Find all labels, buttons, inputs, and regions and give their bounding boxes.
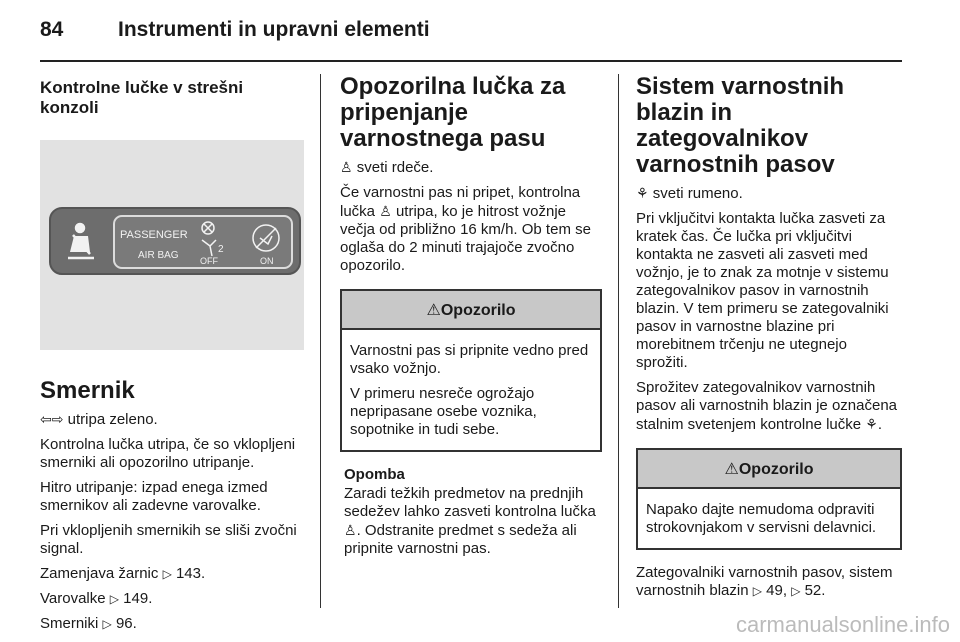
page-header	[40, 18, 430, 42]
warning-title: Opozorilo	[738, 461, 814, 478]
reference-link[interactable]: Smerniki ▷ 96.	[40, 615, 137, 632]
section-title: Sistem varnostnih blazin in zategovalnikov varnostnih pasov	[636, 73, 845, 178]
reference-link[interactable]: Zamenjava žarnic ▷ 143.	[40, 565, 206, 582]
seatbelt-icon: ♙	[340, 159, 353, 175]
reference-arrow-icon: ▷	[791, 584, 801, 598]
seatbelt-icon: ♙	[379, 203, 392, 219]
airbag-panel-illustration	[40, 140, 304, 350]
paragraph: Pri vključitvi kontakta lučka zasveti za kratek čas. Če lučka pri vključitvi kontakta ne zasveti ali zasveti med vožnjo, je to znak za motnje v sistemu zategovalnikov pasov in varnostnih blazin. V tem primeru se zategovalniki pasov in varnostne blazine pri morebitnem trčenju ne utegnejo sprožiti.	[636, 210, 889, 371]
paragraph: Sprožitev zategovalnikov varnostnih pasov ali varnostnih blazin je označena stalnim svetenjem kontrolne lučke ⚘.	[636, 379, 897, 433]
reference-link[interactable]: Zategovalniki varnostnih pasov, sistem varnostnih blazin ▷ 49, ▷ 52.	[636, 564, 893, 599]
section-heading: Kontrolne lučke v strešni konzoli	[40, 78, 244, 117]
header-rule	[40, 60, 902, 62]
warning-triangle-icon: ⚠	[724, 461, 739, 478]
reference-arrow-icon: ▷	[162, 567, 172, 581]
on-label: ON	[260, 256, 274, 266]
note-text: Zaradi težkih predmetov na prednjih sedežev lahko zasveti kontrolna lučka ♙. Odstranite predmet s sedeža ali pripnite varnostni pas.	[344, 485, 596, 557]
reference-arrow-icon: ▷	[102, 617, 112, 631]
warning-title: Opozorilo	[440, 302, 516, 319]
warning-text: Varnostni pas si pripnite vedno pred vsako vožnjo.	[350, 342, 589, 377]
reference-arrow-icon: ▷	[752, 584, 762, 598]
reference-link[interactable]: Varovalke ▷ 149.	[40, 590, 153, 607]
off-label: OFF	[200, 256, 218, 266]
passenger-label: PASSENGER	[120, 229, 188, 241]
warning-triangle-icon: ⚠	[426, 302, 441, 319]
warning-text: V primeru nesreče ogrožajo nepripasane osebe voznika, sopotnike in tudi sebe.	[350, 385, 537, 438]
turn-signal-icon: ⇦⇨	[40, 411, 64, 427]
status-text: sveti rumeno.	[652, 185, 743, 202]
paragraph: Če varnostni pas ni pripet, kontrolna lučka ♙ utripa, ko je hitrost vožnje večja od približno 16 km/h. Ob tem se oglaša do 2 minuti trajajoče zvočno opozorilo.	[340, 184, 591, 274]
watermark: carmanualsonline.info	[735, 612, 950, 637]
warning-box	[636, 448, 902, 550]
paragraph: Kontrolna lučka utripa, če so vklopljeni smerniki ali opozorilno utripanje.	[40, 436, 296, 471]
airbag-label: AIR BAG	[138, 250, 179, 261]
column-divider	[618, 74, 619, 608]
warning-box	[340, 289, 602, 452]
airbag-icon: ⚘	[636, 185, 649, 201]
status-text: sveti rdeče.	[356, 159, 434, 176]
paragraph: Pri vklopljenih smernikih se sliši zvočni signal.	[40, 522, 297, 557]
seatbelt-icon: ♙	[344, 522, 357, 538]
page-title: Instrumenti in upravni elementi	[118, 18, 430, 41]
warning-text: Napako dajte nemudoma odpraviti strokovnjakom v servisni delavnici.	[646, 501, 877, 536]
note-title: Opomba	[344, 466, 405, 483]
paragraph: Hitro utripanje: izpad enega izmed smernikov ali zadevne varovalke.	[40, 479, 268, 514]
column-divider	[320, 74, 321, 608]
section-title: Opozorilna lučka za pripenjanje varnostnega pasu	[340, 73, 566, 152]
svg-text:2: 2	[218, 244, 224, 255]
airbag-icon: ⚘	[865, 416, 878, 432]
page-number: 84	[40, 18, 64, 41]
column-middle	[340, 74, 602, 565]
reference-arrow-icon: ▷	[109, 592, 119, 606]
column-left	[40, 74, 306, 640]
status-text: utripa zeleno.	[67, 411, 158, 428]
section-title: Smernik	[40, 377, 135, 404]
overhead-console-figure	[40, 140, 304, 350]
column-right	[636, 74, 902, 607]
